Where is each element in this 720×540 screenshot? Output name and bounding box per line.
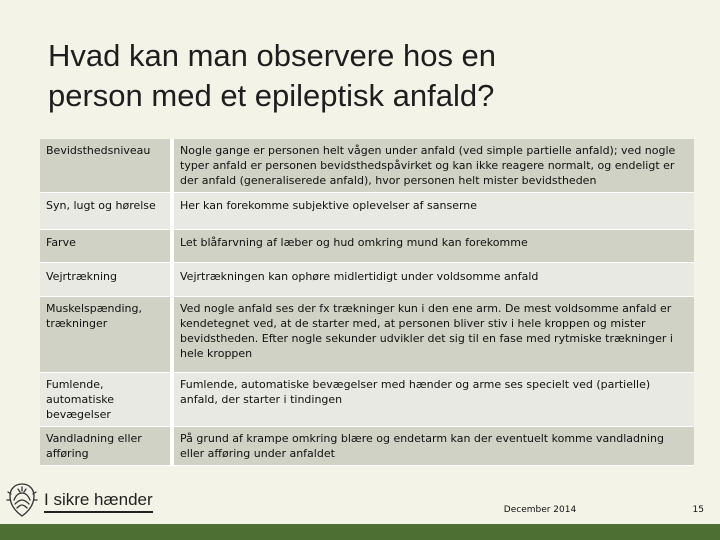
row-description: Nogle gange er personen helt vågen under anfald (ved simple partielle anfald); ved nogle typer anfald er personen bevidsthedspåvirket og kan ikke reagere normalt, og endeligt er der anfald (generaliserede anfald), hvor personen helt mister bevidstheden bbox=[172, 139, 694, 193]
row-category: Syn, lugt og hørelse bbox=[40, 193, 172, 230]
hands-crest-icon bbox=[4, 480, 40, 520]
row-category: Farve bbox=[40, 230, 172, 263]
row-description: På grund af krampe omkring blære og endetarm kan der eventuelt komme vandladning eller afføring under anfaldet bbox=[172, 427, 694, 466]
row-description: Vejrtrækningen kan ophøre midlertidigt under voldsomme anfald bbox=[172, 263, 694, 297]
table-row bbox=[40, 427, 694, 466]
bottom-bar bbox=[0, 524, 720, 540]
table-row bbox=[40, 139, 694, 193]
observation-table bbox=[40, 139, 694, 466]
row-description: Ved nogle anfald ses der fx trækninger kun i den ene arm. De mest voldsomme anfald er kendetegnet ved, at de starter med, at personen bliver stiv i hele kroppen og mister bevidstheden. Efter nogle sekunder udvikler det sig til en fase med rytmiske trækninger i hele kroppen bbox=[172, 297, 694, 373]
footer-date: December 2014 bbox=[503, 505, 577, 515]
table-row bbox=[40, 373, 694, 427]
slide-title-line-1: Hvad kan man observere hos en bbox=[48, 38, 497, 73]
table-row bbox=[40, 230, 694, 263]
row-category: Bevidsthedsniveau bbox=[40, 139, 172, 193]
logo-text: I sikre hænder bbox=[44, 491, 153, 513]
row-category: Vejrtrækning bbox=[40, 263, 172, 297]
row-category: Fumlende, automatiske bevægelser bbox=[40, 373, 172, 427]
footer-logo bbox=[4, 480, 153, 520]
page-number: 15 bbox=[692, 505, 704, 515]
slide-title-line-2: person med et epileptisk anfald? bbox=[48, 78, 495, 113]
table-row bbox=[40, 263, 694, 297]
row-category: Muskelspænding, trækninger bbox=[40, 297, 172, 373]
row-category: Vandladning eller afføring bbox=[40, 427, 172, 466]
row-description: Fumlende, automatiske bevægelser med hænder og arme ses specielt ved (partielle) anfald, der starter i tindingen bbox=[172, 373, 694, 427]
table-row bbox=[40, 193, 694, 230]
row-description: Her kan forekomme subjektive oplevelser af sanserne bbox=[172, 193, 694, 230]
row-description: Let blåfarvning af læber og hud omkring mund kan forekomme bbox=[172, 230, 694, 263]
table-row bbox=[40, 297, 694, 373]
slide-title bbox=[48, 36, 688, 116]
